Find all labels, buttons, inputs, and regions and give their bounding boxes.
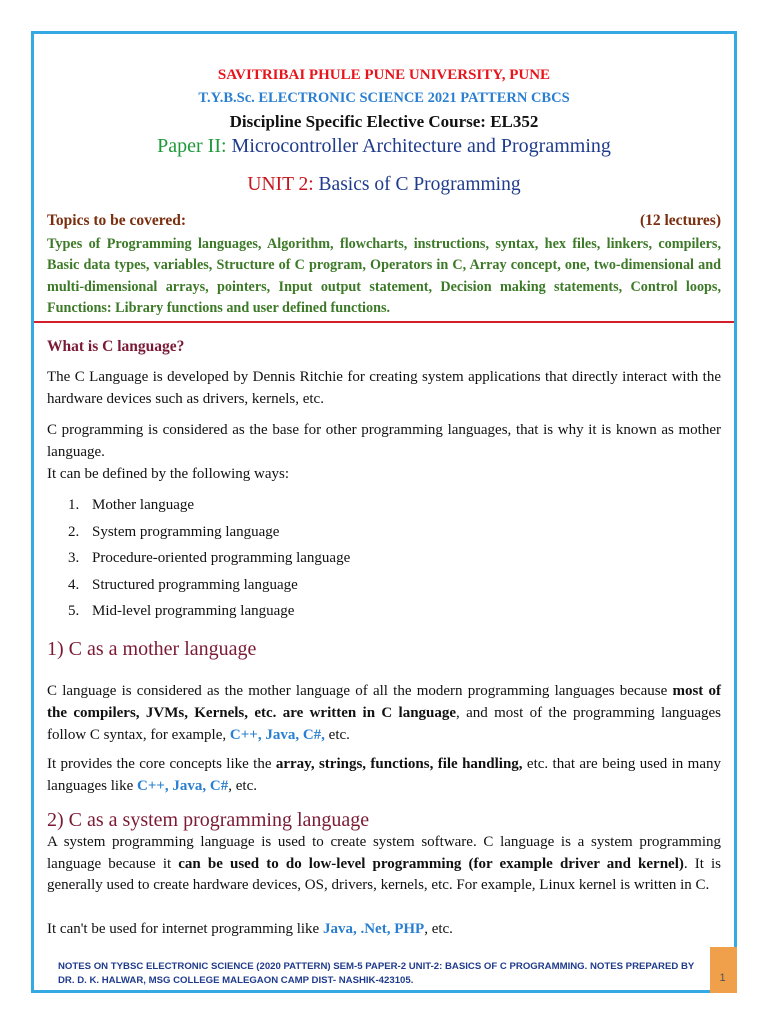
paragraph-c-intro: The C Language is developed by Dennis Ritchie for creating system applications that directly interact with the hardware devices such as drivers, kernels, etc. (47, 369, 721, 407)
university-name: SAVITRIBAI PHULE PUNE UNIVERSITY, PUNE (217, 67, 551, 83)
unit-title (47, 174, 721, 196)
list-item: 4. Structured programming language (68, 576, 298, 593)
page-number: 1 (719, 972, 726, 984)
list-item: 5. Mid-level programming language (68, 603, 295, 619)
paper-label: Paper II: (157, 135, 227, 157)
unit-name: Basics of C Programming (318, 174, 521, 195)
footer-line-2: DR. D. K. HALWAR, MSG COLLEGE MALEGAON CAMP DIST- NASHIK-423105. (58, 975, 414, 986)
topics-list: Types of Programming languages, Algorithm, flowcharts, instructions, syntax, hex files, linkers, compilers, Basic data types, variables, Structure of C program, Operators in C, Array concept, one, two-dimensional and multi-dimensional arrays, pointers, Input output statement, Decision making statements, Control loops, Functions: Library functions and user defined functions. (47, 236, 721, 316)
list-item: 1. Mother language (68, 497, 195, 513)
unit-label: UNIT 2: (247, 174, 314, 195)
paragraph-system-programming: A system programming language is used to create system software. C language is a system programming language because it can be used to do low-level programming (for example driver and kernel). It is generally used to create hardware devices, OS, drivers, kernels, etc. For example, Linux kernel is written in C. (47, 834, 721, 893)
paper-name: Microcontroller Architecture and Programming (231, 135, 611, 157)
page-number-tab (710, 947, 737, 993)
section-heading-mother-language: 1) C as a mother language (47, 638, 257, 660)
paragraph-mother-language: C language is considered as the mother language of all the modern programming languages because most of the compilers, JVMs, Kernels, etc. are written in C language, and most of the programming languages follow C syntax, for example, C++, Java, C#, etc. (47, 683, 722, 743)
footer-line-1: NOTES ON TYBSC ELECTRONIC SCIENCE (2020 PATTERN) SEM-5 PAPER-2 UNIT-2: BASICS OF C PROGRAMMING. NOTES PREPARED BY (58, 961, 695, 972)
section-heading-what-is-c: What is C language? (47, 338, 185, 355)
lectures-count: (12 lectures) (639, 212, 721, 229)
program-name: T.Y.B.Sc. ELECTRONIC SCIENCE 2021 PATTERN CBCS (198, 90, 570, 106)
page-footer (58, 960, 708, 988)
paragraph-internet-programming: It can't be used for internet programming like Java, .Net, PHP, etc. (47, 921, 453, 937)
paper-title (47, 135, 721, 158)
section-divider (34, 321, 734, 323)
paragraph-c-base: C programming is considered as the base for other programming languages, that is why it is known as mother language. (47, 422, 721, 460)
course-title: Discipline Specific Elective Course: EL352 (229, 112, 539, 131)
topics-label: Topics to be covered: (47, 212, 187, 229)
definition-list (68, 494, 350, 627)
paragraph-defined-ways: It can be defined by the following ways: (47, 466, 290, 482)
list-item: 3. Procedure-oriented programming language (68, 550, 351, 566)
list-item: 2. System programming language (68, 523, 280, 540)
section-heading-system-programming: 2) C as a system programming language (47, 809, 370, 831)
topics-header (47, 212, 721, 230)
paragraph-core-concepts: It provides the core concepts like the array, strings, functions, file handling, etc. that are being used in many languages like C++, Java, C#, etc. (47, 756, 721, 794)
